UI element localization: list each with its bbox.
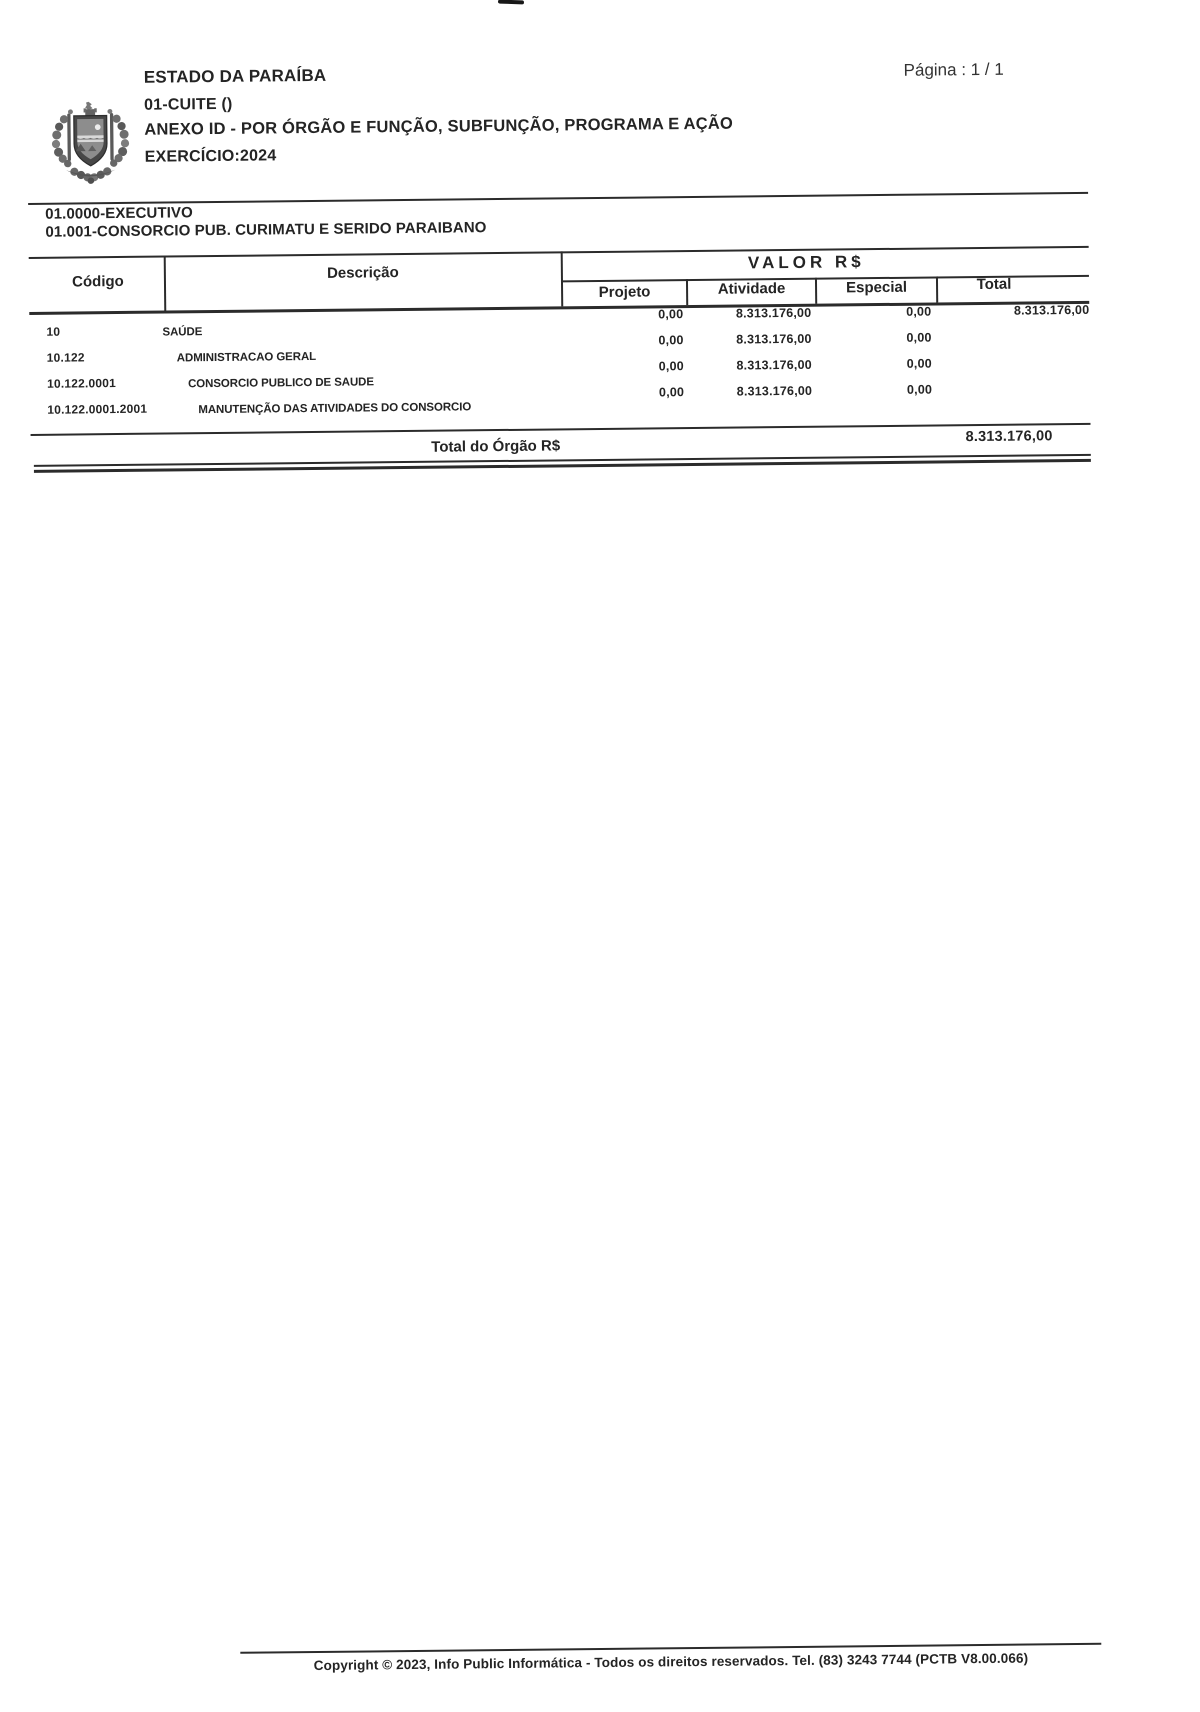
row-projeto-value: 0,00	[658, 385, 685, 400]
exercise-year: EXERCÍCIO:2024	[144, 147, 277, 166]
municipality-name: 01-CUITE ()	[144, 95, 233, 114]
column-header-atividade: Atividade	[717, 280, 786, 298]
header-divider-line	[28, 192, 1088, 205]
row-especial-value: 0,00	[906, 330, 932, 345]
state-name: ESTADO DA PARAÍBA	[143, 65, 327, 87]
row-especial-value: 0,00	[906, 382, 933, 397]
column-header-total: Total	[976, 275, 1012, 294]
organ-total-label: Total do Órgão R$	[431, 437, 561, 456]
organ-total-value: 8.313.176,00	[965, 428, 1053, 446]
valor-group-header: VALOR R$	[747, 252, 865, 273]
row-description: MANUTENÇÃO DAS ATIVIDADES DO CONSORCIO	[198, 401, 472, 417]
row-code: 10.122.0001.2001	[47, 401, 148, 417]
page-number: Página : 1 / 1	[903, 59, 1004, 80]
column-header-codigo: Código	[72, 272, 124, 291]
power-code-line: 01.0000-EXECUTIVO	[45, 204, 193, 223]
row-especial-value: 0,00	[906, 356, 932, 371]
row-projeto-value: 0,00	[658, 333, 684, 348]
row-especial-value: 0,00	[906, 304, 932, 319]
column-header-projeto: Projeto	[598, 283, 651, 301]
row-atividade-value: 8.313.176,00	[736, 331, 812, 347]
row-atividade-value: 8.313.176,00	[736, 357, 812, 373]
column-header-especial: Especial	[846, 278, 908, 297]
row-code: 10.122	[46, 350, 85, 365]
row-atividade-value: 8.313.176,00	[735, 305, 812, 321]
row-description: SAÚDE	[162, 326, 203, 339]
footer-copyright: Copyright © 2023, Info Public Informática - Todos os direitos reservados. Tel. (83) 3243 7744 (PCTB V8.00.066)	[313, 1650, 1029, 1674]
report-title: ANEXO ID - POR ÓRGÃO E FUNÇÃO, SUBFUNÇÃO, PROGRAMA E AÇÃO	[144, 114, 734, 139]
row-projeto-value: 0,00	[658, 359, 684, 374]
row-atividade-value: 8.313.176,00	[736, 383, 813, 399]
row-description: CONSORCIO PUBLICO DE SAUDE	[187, 376, 374, 391]
row-code: 10	[46, 324, 61, 339]
row-code: 10.122.0001	[46, 376, 117, 391]
organ-code-line: 01.001-CONSORCIO PUB. CURIMATU E SERIDO PARAIBANO	[45, 219, 487, 241]
column-header-descricao: Descrição	[326, 264, 399, 282]
row-total-value: 8.313.176,00	[1013, 302, 1090, 318]
row-description: ADMINISTRACAO GERAL	[176, 350, 317, 365]
row-projeto-value: 0,00	[658, 307, 684, 322]
paraiba-coat-of-arms-icon	[48, 99, 133, 192]
